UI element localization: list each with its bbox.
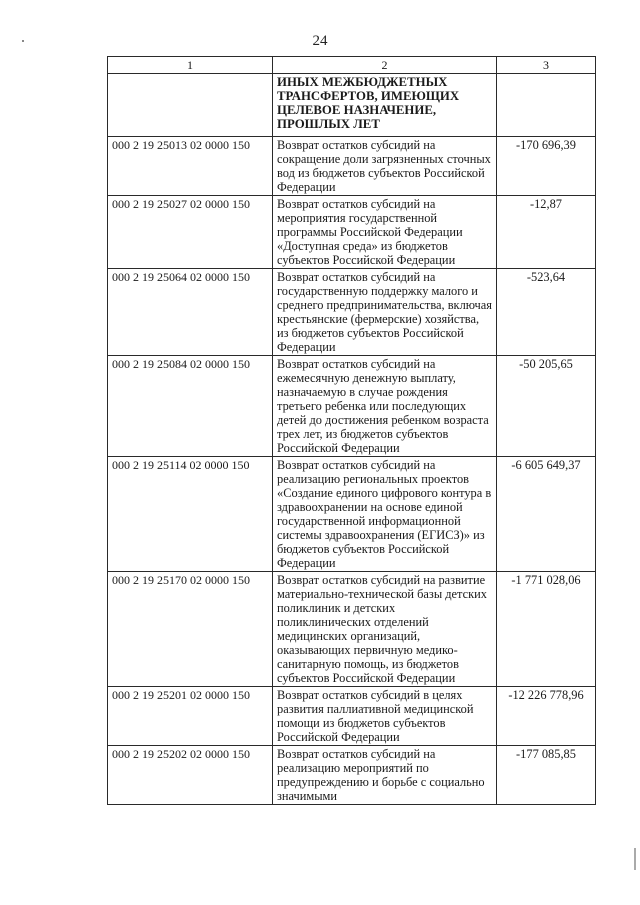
row-amount: -1 771 028,06 [497,572,596,687]
scan-mark [22,40,24,42]
row-description: Возврат остатков субсидий на мероприятия государственной программы Российской Федерации «Доступная среда» из бюджетов субъектов Российской Федерации [273,196,497,269]
table-row [108,356,596,457]
table-row [108,196,596,269]
scan-edge-mark [634,848,636,870]
row-description: Возврат остатков субсидий на сокращение доли загрязненных сточных вод из бюджетов субъектов Российской Федерации [273,137,497,196]
budget-code: 000 2 19 25201 02 0000 150 [108,687,273,746]
page-number: 24 [312,33,328,49]
column-number-2: 2 [273,57,497,74]
budget-code: 000 2 19 25202 02 0000 150 [108,746,273,805]
row-amount: -50 205,65 [497,356,596,457]
row-description: Возврат остатков субсидий на реализацию региональных проектов «Создание единого цифрового контура в здравоохранении на основе единой государственной информационной системы здравоохранения (ЕГИСЗ)» из бюджетов субъектов Российской Федерации [273,457,497,572]
column-number-1: 1 [108,57,273,74]
table-row [108,269,596,356]
row-description: Возврат остатков субсидий на реализацию мероприятий по предупреждению и борьбе с социально значимыми [273,746,497,805]
table-row [108,746,596,805]
row-amount: -177 085,85 [497,746,596,805]
row-amount: -523,64 [497,269,596,356]
row-amount: -12 226 778,96 [497,687,596,746]
budget-table [107,56,596,805]
budget-code: 000 2 19 25013 02 0000 150 [108,137,273,196]
table-row [108,457,596,572]
budget-code: 000 2 19 25084 02 0000 150 [108,356,273,457]
row-amount: -12,87 [497,196,596,269]
continuation-amount-cell [497,74,596,137]
budget-code: 000 2 19 25064 02 0000 150 [108,269,273,356]
continuation-title: ИНЫХ МЕЖБЮДЖЕТНЫХ ТРАНСФЕРТОВ, ИМЕЮЩИХ ЦЕЛЕВОЕ НАЗНАЧЕНИЕ, ПРОШЛЫХ ЛЕТ [273,74,497,137]
table-row [108,687,596,746]
continuation-code-cell [108,74,273,137]
budget-code: 000 2 19 25170 02 0000 150 [108,572,273,687]
table-row [108,572,596,687]
budget-code: 000 2 19 25027 02 0000 150 [108,196,273,269]
row-amount: -6 605 649,37 [497,457,596,572]
table-row [108,137,596,196]
continuation-row [108,74,596,137]
row-description: Возврат остатков субсидий на ежемесячную денежную выплату, назначаемую в случае рождения третьего ребенка или последующих детей до достижения ребенком возраста трех лет, из бюджетов субъектов Российской Федерации [273,356,497,457]
column-number-row [108,57,596,74]
row-description: Возврат остатков субсидий в целях развития паллиативной медицинской помощи из бюджетов субъектов Российской Федерации [273,687,497,746]
budget-code: 000 2 19 25114 02 0000 150 [108,457,273,572]
row-description: Возврат остатков субсидий на развитие материально-технической базы детских поликлиник и детских поликлинических отделений медицинских организаций, оказывающих первичную медико-санитарную помощь, из бюджетов субъектов Российской Федерации [273,572,497,687]
row-amount: -170 696,39 [497,137,596,196]
column-number-3: 3 [497,57,596,74]
row-description: Возврат остатков субсидий на государственную поддержку малого и среднего предпринимательства, включая крестьянские (фермерские) хозяйства, из бюджетов субъектов Российской Федерации [273,269,497,356]
